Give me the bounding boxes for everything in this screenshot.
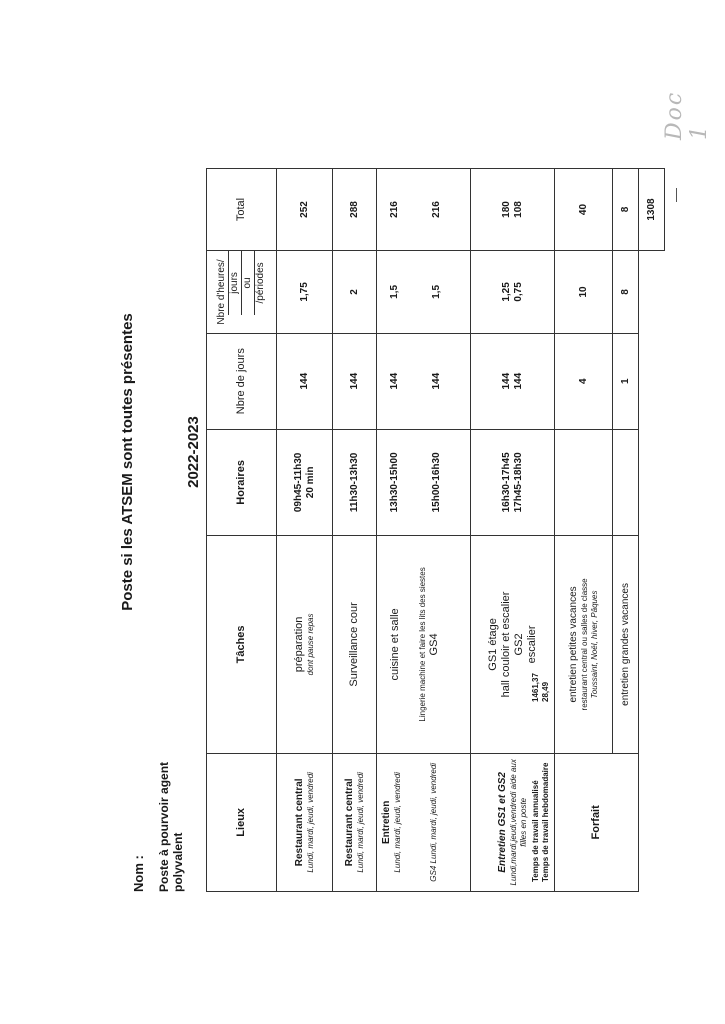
schedule-table	[206, 168, 665, 892]
header-total: Total	[206, 169, 276, 251]
heures-value: 0,75	[512, 282, 523, 302]
tache-text: préparation	[292, 616, 305, 673]
jours-value: 4	[554, 333, 612, 429]
lieu-name: Entretien	[380, 800, 392, 844]
table-row	[376, 169, 470, 892]
lieu-days: Lundi,mardi,jeudi,vendredi aide aux filles en poste	[508, 759, 527, 886]
heures-value: 1,5	[388, 284, 400, 299]
jours-value: 144	[430, 372, 442, 390]
footer-labels	[531, 763, 551, 882]
weekly-value: 28,49	[540, 681, 550, 702]
school-year: 2022-2023	[184, 416, 202, 488]
header-nbre-heures	[206, 251, 276, 334]
handwritten-annotation: Doc 1	[662, 90, 712, 140]
jours-value: 144	[500, 372, 511, 390]
total-value: 180	[500, 201, 511, 218]
horaires-text: 17h45-18h30	[512, 452, 523, 513]
table-row	[554, 169, 612, 892]
horaires-text: 15h00-16h30	[430, 452, 442, 513]
header-lieux: Lieux	[206, 753, 276, 891]
heures-value: 1,25	[500, 282, 511, 302]
header-heures-line2: jours	[228, 251, 241, 315]
header-taches: Tâches	[206, 536, 276, 753]
horaires-text: 13h30-15h00	[388, 452, 400, 513]
page-title: Poste si les ATSEM sont toutes présentes	[118, 313, 136, 611]
lieu-name: Restaurant central	[293, 778, 304, 867]
total-value: 216	[430, 201, 442, 218]
tache-line: GS1 étage	[486, 618, 498, 671]
tache-text: Lingerie machine et faire les lits des siestes	[417, 567, 427, 722]
horaires-text: 09h45-11h30	[292, 452, 303, 513]
total-value: 252	[276, 169, 332, 251]
heures-value: 2	[332, 251, 376, 334]
heures-value: 10	[554, 251, 612, 334]
margin-mark	[676, 188, 677, 202]
rotated-document	[113, 112, 656, 912]
annual-label: Temps de travail annualisé	[530, 780, 540, 882]
tache-line: escalier	[525, 625, 537, 664]
total-value: 216	[388, 201, 400, 218]
heures-value: 1,75	[276, 251, 332, 334]
jours-value: 144	[332, 333, 376, 429]
jours-value: 144	[276, 333, 332, 429]
lieu-days: Lundi, mardi, jeudi, vendredi	[392, 772, 402, 873]
table-row	[276, 169, 332, 892]
lieu-days: GS4 Lundi, mardi, jeudi, vendredi	[428, 762, 438, 882]
horaires-note: 20 min	[304, 466, 315, 499]
header-heures-line3: ou	[241, 251, 254, 315]
lieu-days: Lundi, mardi, jeudi, vendredi	[355, 772, 364, 873]
footer-values	[531, 673, 551, 702]
horaires-text: 16h30-17h45	[500, 452, 511, 513]
lieu-name: Restaurant central	[343, 778, 354, 867]
total-value: 108	[512, 201, 523, 218]
jours-value: 144	[388, 372, 400, 390]
tache-note: restaurant central ou salles de classe	[579, 578, 588, 711]
tache-text: GS4	[427, 633, 440, 656]
nom-label: Nom :	[130, 855, 146, 892]
header-heures-line4: /périodes	[254, 251, 267, 315]
header-heures-line1: Nbre d'heures/	[215, 259, 227, 325]
header-horaires: Horaires	[206, 429, 276, 536]
heures-value: 1,5	[430, 284, 442, 299]
tache-note: Toussaint, Noël, hiver, Pâques	[589, 590, 598, 699]
lieu-name: Entretien GS1 et GS2	[496, 772, 507, 873]
tache-text: entretien petites vacances	[567, 586, 578, 703]
tache-line: GS2	[512, 633, 524, 656]
annual-value: 1461,37	[530, 673, 540, 702]
jours-value: 144	[512, 372, 523, 390]
tache-line: hall couloir et escalier	[499, 591, 511, 698]
tache-text: Surveillance cour	[332, 536, 376, 753]
forfait-label: Forfait	[554, 753, 638, 891]
weekly-label: Temps de travail hebdomadaire	[540, 762, 550, 882]
tache-text: cuisine et salle	[388, 608, 401, 681]
header-nbre-jours: Nbre de jours	[206, 333, 276, 429]
lieu-days: Lundi, mardi, jeudi, vendredi	[305, 772, 314, 873]
poste-label: Poste à pourvoir agent polyvalent	[156, 761, 185, 892]
tache-text: entretien grandes vacances	[612, 536, 638, 753]
total-value: 40	[554, 169, 612, 251]
grand-total: 1308	[638, 169, 664, 251]
horaires-text: 11h30-13h30	[332, 429, 376, 536]
heures-value: 8	[612, 251, 638, 334]
total-row	[638, 169, 664, 892]
total-value: 288	[332, 169, 376, 251]
tache-note: dont pause repas	[305, 613, 315, 676]
total-value: 8	[612, 169, 638, 251]
jours-value: 1	[612, 333, 638, 429]
table-row	[332, 169, 376, 892]
